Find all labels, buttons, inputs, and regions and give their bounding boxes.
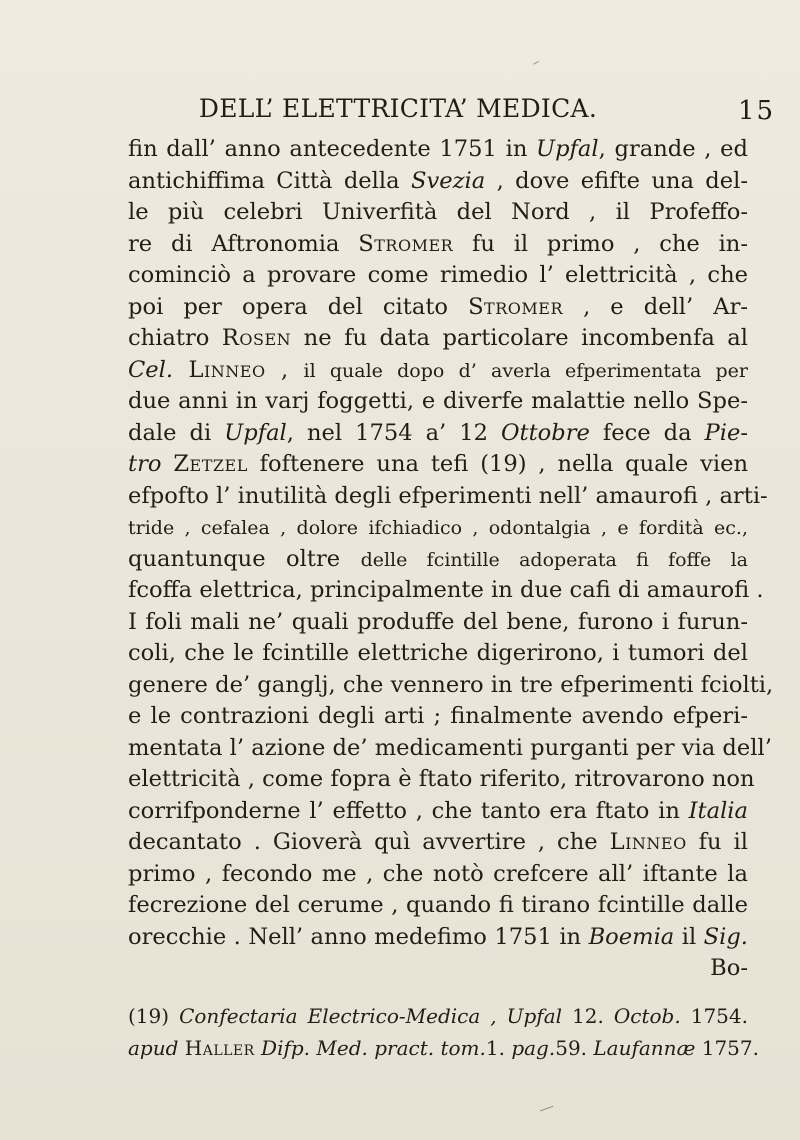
text-line	[128, 544, 748, 576]
text-segment: Sig.	[703, 923, 748, 950]
text-segment: chiatro	[128, 325, 222, 351]
text-segment: corrifponderne l’ effetto , che tanto era ftato in	[128, 797, 689, 824]
text-segment: il quale dopo d’ averla efperimentata per	[303, 359, 748, 382]
text-segment: Ottobre	[500, 419, 590, 446]
footnote-line	[128, 1002, 748, 1034]
text-segment: Stromer	[468, 293, 564, 320]
footnote-line	[128, 1034, 759, 1066]
text-segment: efpofto l’ inutilità degli efperimenti nell’ amaurofi , arti-	[128, 482, 768, 509]
text-line	[128, 922, 748, 981]
text-line	[128, 260, 748, 292]
text-line	[128, 512, 748, 544]
text-segment: antichiffima Città della	[128, 167, 411, 194]
text-segment: , nel 1754 a’ 12	[286, 419, 501, 446]
text-segment: poi per opera del citato	[128, 293, 469, 320]
text-line	[128, 670, 774, 702]
text-segment: Confectaria Electrico-Medica , Upfal	[179, 1004, 563, 1028]
text-line	[128, 733, 772, 765]
text-segment: mentata l’ azione de’ medicamenti purganti per via dell’	[128, 734, 772, 761]
text-segment: genere de’ ganglj, che vennero in tre efperimenti fciolti,	[128, 671, 774, 698]
text-segment: Upfal	[536, 136, 599, 162]
text-segment: Pie-	[704, 419, 748, 446]
text-line	[128, 575, 764, 607]
text-segment: fcoffa elettrica, principalmente in due cafi di amaurofi .	[128, 577, 764, 603]
text-segment: pag.	[511, 1035, 556, 1060]
text-segment: 59.	[555, 1035, 594, 1060]
text-line	[128, 197, 748, 229]
text-segment: fece da	[589, 419, 705, 446]
text-segment	[173, 357, 188, 383]
text-segment: cominciò a provare come rimedio l’ elettricità , che	[128, 262, 748, 288]
text-segment: Haller	[184, 1035, 255, 1060]
text-segment: Rosen	[221, 325, 292, 351]
text-line	[128, 859, 748, 891]
text-segment: I foli mali ne’ quali produffe del bene, furono i furun-	[128, 608, 748, 635]
text-line	[128, 166, 748, 198]
text-line	[128, 386, 748, 418]
text-segment: Linneo	[609, 829, 687, 855]
text-segment: fu il	[686, 829, 749, 855]
text-line	[128, 355, 748, 387]
text-segment: delle fcintille adoperata fi foffe la	[360, 548, 748, 571]
text-line	[128, 481, 768, 513]
text-line	[128, 134, 748, 166]
text-segment: primo , fecondo me , che notò crefcere all’ iftante la	[128, 860, 748, 887]
text-segment: Laufannæ	[593, 1035, 696, 1060]
text-segment: , dove efifte una del-	[485, 167, 748, 194]
paper-mark	[540, 1106, 554, 1114]
text-line	[128, 701, 748, 733]
text-segment: quantunque oltre	[128, 545, 361, 572]
text-segment: ne fu data particolare incombenfa al	[291, 325, 748, 351]
footnote	[128, 1002, 759, 1065]
text-segment: Svezia	[410, 167, 486, 194]
text-segment: re di Aftronomia	[128, 230, 359, 257]
text-line	[128, 890, 748, 922]
catchword: Bo-	[710, 955, 748, 981]
text-line	[128, 638, 748, 670]
text-line	[128, 449, 748, 481]
text-line	[128, 418, 748, 450]
text-segment: dale di	[128, 419, 225, 446]
text-segment: due anni in varj foggetti, e diverfe malattie nello Spe-	[128, 388, 748, 414]
paper-mark	[533, 61, 541, 68]
text-segment: apud	[128, 1035, 179, 1060]
text-segment: fu il primo , che in-	[453, 230, 748, 257]
text-line	[128, 827, 748, 859]
text-line	[128, 764, 755, 796]
text-segment: Octob.	[613, 1004, 681, 1028]
text-segment: foftenere una tefi (19) , nella quale vien	[247, 451, 748, 477]
text-segment: , e dell’ Ar-	[563, 293, 749, 320]
text-segment: 1.	[485, 1035, 512, 1060]
text-segment: le più celebri Univerfità del Nord , il Profeffo-	[128, 199, 748, 225]
text-segment: ,	[265, 356, 304, 383]
page-number: 15	[738, 96, 776, 126]
text-segment: (19)	[128, 1004, 180, 1028]
text-line	[128, 796, 748, 828]
text-segment: fin dall’ anno antecedente 1751 in	[128, 136, 537, 162]
text-segment: 1757.	[695, 1035, 759, 1060]
text-segment: Linneo	[188, 356, 266, 383]
text-segment: 12.	[562, 1004, 614, 1028]
text-segment: Italia	[688, 797, 748, 824]
text-segment: il	[674, 923, 704, 950]
text-segment: Zetzel	[173, 451, 248, 477]
running-head: DELL’ ELETTRICITA’ MEDICA.	[198, 94, 598, 123]
text-segment: tride , cefalea , dolore ifchiadico , odontalgia , e fordità ec.,	[128, 517, 748, 539]
text-segment: , grande , ed	[598, 136, 748, 162]
body-text	[128, 134, 774, 981]
text-segment: 1754.	[680, 1004, 748, 1028]
text-line	[128, 292, 748, 324]
text-segment: Difp. Med. pract. tom.	[261, 1035, 486, 1060]
text-segment: e le contrazioni degli arti ; finalmente avendo efperi-	[128, 703, 748, 729]
text-segment: Cel.	[128, 356, 174, 383]
text-segment: elettricità , come fopra è ftato riferito, ritrovarono non	[128, 766, 755, 792]
text-segment: fecrezione del cerume , quando fi tirano fcintille dalle	[128, 892, 748, 918]
text-segment: Upfal	[224, 419, 287, 446]
text-segment: decantato . Gioverà quì avvertire , che	[128, 829, 610, 855]
text-line	[128, 229, 748, 261]
text-segment: tro	[128, 451, 162, 477]
text-segment: Boemia	[588, 923, 675, 950]
text-line	[128, 323, 748, 355]
text-segment: coli, che le fcintille elettriche digerirono, i tumori del	[128, 640, 748, 666]
text-segment	[161, 451, 173, 477]
text-line	[128, 607, 748, 639]
text-segment: orecchie . Nell’ anno medefimo 1751 in	[128, 923, 589, 950]
text-segment: Stromer	[358, 230, 454, 257]
